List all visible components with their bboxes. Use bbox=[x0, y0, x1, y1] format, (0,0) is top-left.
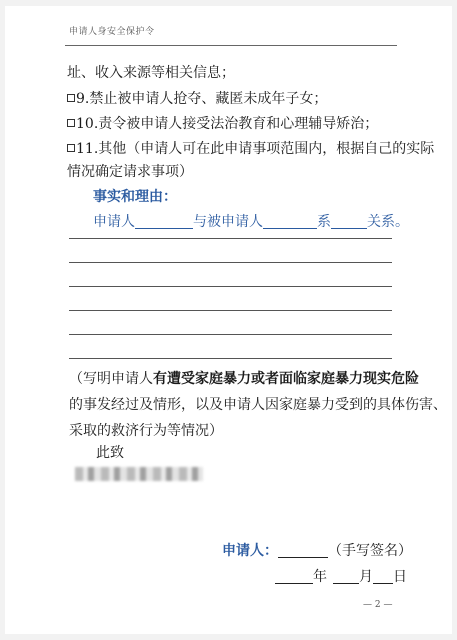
address-continuation: 址、收入来源等相关信息； bbox=[67, 65, 235, 81]
writing-line[interactable] bbox=[69, 310, 392, 311]
writing-line[interactable] bbox=[69, 262, 392, 263]
relation-with-label: 与被申请人 bbox=[193, 214, 263, 230]
facts-heading: 事实和理由： bbox=[93, 189, 177, 205]
year-blank[interactable] bbox=[275, 569, 313, 584]
relation-end: 关系。 bbox=[367, 214, 409, 230]
checkbox-icon[interactable] bbox=[67, 119, 75, 127]
writing-line[interactable] bbox=[69, 238, 392, 239]
salutation: 此致 bbox=[96, 445, 124, 461]
writing-line[interactable] bbox=[69, 334, 392, 335]
date-line bbox=[275, 566, 407, 586]
item-9-label: 9.禁止被申请人抢夺、藏匿未成年子女； bbox=[76, 91, 328, 107]
item-10 bbox=[67, 113, 378, 133]
checkbox-icon[interactable] bbox=[67, 144, 75, 152]
month-blank[interactable] bbox=[333, 569, 359, 584]
writing-line[interactable] bbox=[69, 358, 392, 359]
applicant-name-blank[interactable] bbox=[135, 214, 193, 229]
signature-blank[interactable] bbox=[278, 543, 328, 558]
respondent-name-blank[interactable] bbox=[263, 214, 317, 229]
month-label: 月 bbox=[359, 569, 373, 585]
day-label: 日 bbox=[393, 569, 407, 585]
item-9 bbox=[67, 88, 327, 108]
signature-line bbox=[222, 540, 412, 560]
header-title: 申请人身安全保护令 bbox=[69, 27, 155, 37]
relation-word: 系 bbox=[317, 214, 331, 230]
header-rule bbox=[65, 45, 397, 46]
document-page bbox=[5, 6, 452, 634]
redacted-recipient bbox=[75, 467, 203, 481]
signature-label: 申请人： bbox=[222, 543, 278, 559]
note-open: （写明申请人 bbox=[69, 371, 153, 387]
note-line-3: 采取的救济行为等情况） bbox=[69, 423, 223, 439]
note-line-2: 的事发经过及情形，以及申请人因家庭暴力受到的具体伤害、 bbox=[69, 397, 447, 413]
item-11-label: 11.其他（申请人可在此申请事项范围内，根据自己的实际 bbox=[76, 141, 435, 157]
relation-blank[interactable] bbox=[331, 214, 367, 229]
note-emphasis: 有遭受家庭暴力或者面临家庭暴力现实危险 bbox=[153, 371, 419, 387]
item-11 bbox=[67, 138, 434, 158]
signature-note: （手写签名） bbox=[328, 543, 412, 559]
item-10-label: 10.责令被申请人接受法治教育和心理辅导矫治； bbox=[76, 116, 379, 132]
page-number: — 2 — bbox=[363, 600, 393, 610]
checkbox-icon[interactable] bbox=[67, 94, 75, 102]
writing-line[interactable] bbox=[69, 286, 392, 287]
item-11-continuation: 情况确定请求事项） bbox=[67, 164, 193, 180]
year-label: 年 bbox=[313, 569, 327, 585]
day-blank[interactable] bbox=[373, 569, 393, 584]
relationship-line bbox=[93, 211, 409, 231]
note-line-1 bbox=[69, 368, 419, 388]
applicant-label: 申请人 bbox=[93, 214, 135, 230]
